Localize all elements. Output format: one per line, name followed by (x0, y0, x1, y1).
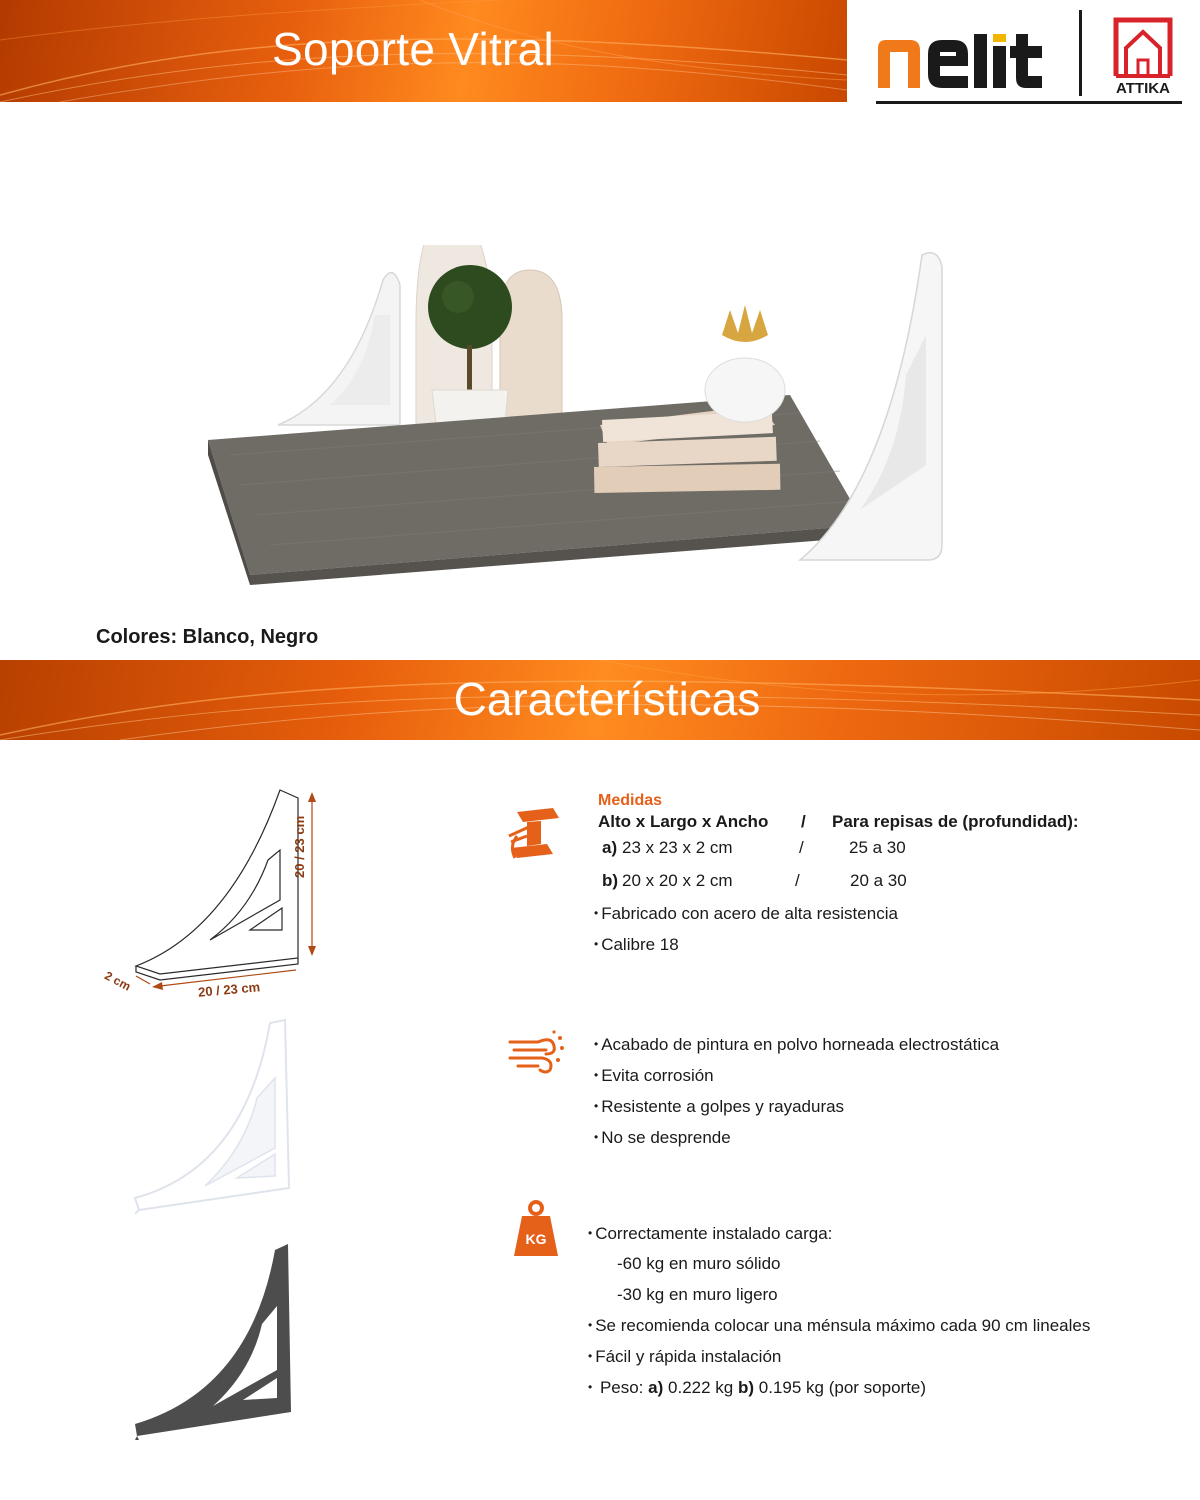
width-dimension-label: 2 cm (102, 968, 134, 994)
measure-row-b-sep: / (795, 871, 800, 890)
measure-row-b-depth: 20 a 30 (850, 871, 907, 890)
paint-spray-icon (508, 1030, 566, 1076)
load-sub-item: -60 kg en muro sólido (617, 1254, 781, 1273)
attika-wordmark: ATTIKA (1116, 80, 1170, 97)
weight-b-key: b) (737, 1378, 755, 1397)
nelit-logo (876, 34, 1054, 90)
weight-b-value: 0.195 kg (por soporte) (758, 1378, 927, 1397)
finish-bullet: • Resistente a golpes y rayaduras (594, 1097, 844, 1117)
length-dimension-label: 20 / 23 cm (197, 979, 261, 1000)
page-title: Soporte Vitral (272, 23, 555, 75)
finish-bullet: • Acabado de pintura en polvo horneada electrostática (594, 1035, 999, 1055)
load-intro: • Correctamente instalado carga: (588, 1224, 832, 1244)
height-dimension-label: 20 / 23 cm (292, 815, 307, 878)
measure-row-b-key: b) (602, 871, 619, 890)
weight-a-key: a) (648, 1378, 664, 1397)
measures-col2-header: Para repisas de (profundidad): (832, 812, 1079, 831)
finish-bullet: • No se desprende (594, 1128, 731, 1148)
black-bracket-image (125, 1240, 305, 1440)
brand-logos (876, 10, 1182, 106)
logo-divider (1079, 10, 1082, 96)
measures-header-separator: / (801, 812, 806, 831)
product-photo (200, 245, 960, 585)
white-bracket-image (125, 1018, 300, 1218)
measure-row-a-sep: / (799, 838, 804, 857)
section-banner (0, 660, 1200, 740)
measures-bullet: • Fabricado con acero de alta resistencia (594, 904, 898, 924)
measures-bullet: • Calibre 18 (594, 935, 679, 955)
load-bullet: • Fácil y rápida instalación (588, 1347, 781, 1367)
weight-line (588, 1378, 926, 1398)
section-title: Características (453, 673, 761, 725)
weight-prefix: Peso: (599, 1378, 644, 1397)
dimension-drawing (100, 780, 350, 1005)
finish-bullet: • Evita corrosión (594, 1066, 714, 1086)
weight-a-value: 0.222 kg (668, 1378, 734, 1397)
load-sub-item: -30 kg en muro ligero (617, 1285, 778, 1304)
load-bullet: • Se recomienda colocar una ménsula máximo cada 90 cm lineales (588, 1316, 1090, 1336)
steel-beam-icon (505, 806, 567, 864)
measures-heading: Medidas (598, 792, 663, 809)
available-colors: Colores: Blanco, Negro (96, 626, 319, 648)
measure-row-a-key: a) (602, 838, 618, 857)
logo-underline (876, 101, 1182, 104)
measure-row-a-depth: 25 a 30 (849, 838, 906, 857)
kg-weight-icon (512, 1200, 560, 1258)
measure-row-a-dims: 23 x 23 x 2 cm (622, 838, 733, 857)
measures-col1-header: Alto x Largo x Ancho (598, 812, 769, 831)
kg-icon-label: KG (525, 1231, 547, 1247)
header-banner (0, 0, 847, 102)
measure-row-b-dims: 20 x 20 x 2 cm (622, 871, 733, 890)
